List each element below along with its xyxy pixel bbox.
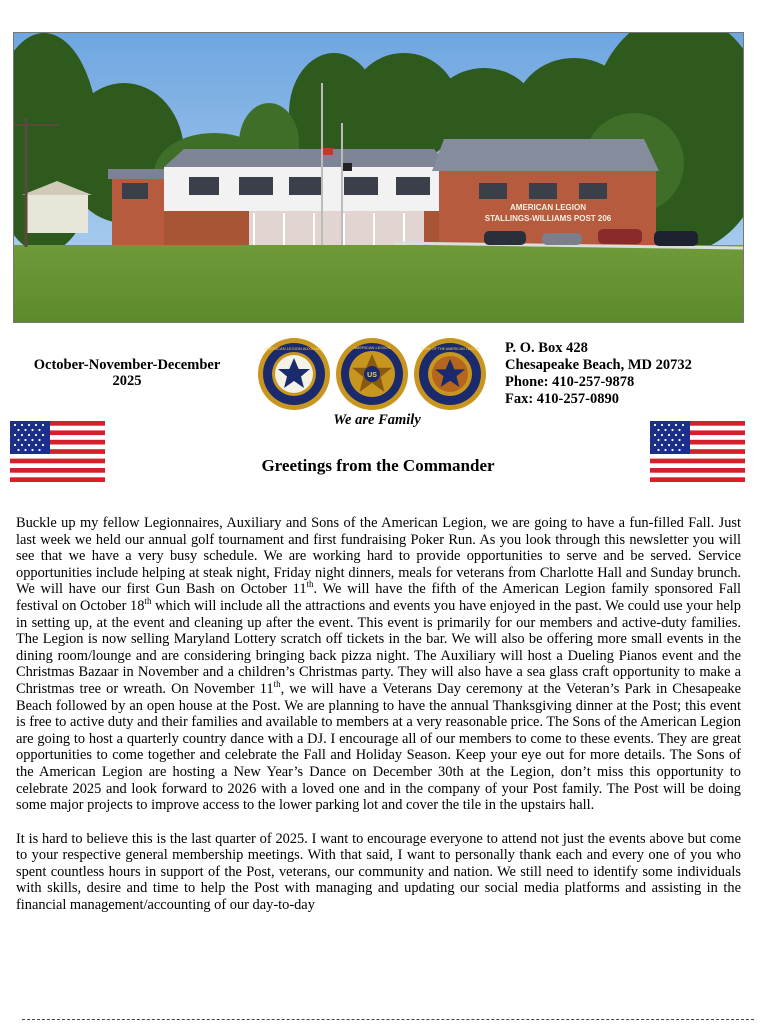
- newsletter-date: [18, 357, 236, 389]
- page-divider: [22, 1019, 754, 1020]
- letter-text: . We will have the fifth of the American Legion family sponsored Fall festival on October 18: [16, 581, 741, 614]
- commander-letter: [16, 515, 741, 931]
- ordinal-suffix: th: [306, 579, 314, 590]
- quarter-label: October-November-December: [33, 357, 221, 373]
- building-sign-line2: STALLINGS-WILLIAMS POST 206: [484, 214, 612, 223]
- city-state-zip: Chesapeake Beach, MD 20732: [505, 357, 692, 373]
- letter-text: Buckle up my fellow Legionnaires, Auxiliary and Sons of the American Legion, we are going to have a fun-filled Fall. Just last week we held our annual golf tournament and first fundraising Poker Run. As you look through this newsletter you will see that we have a very busy schedule. We are working hard to provide opportunities to serve and be served. Service opportunities include helping at steak night, Friday night dinners, meals for veterans from Charlotte Hall and Sunday brunch. We will have our first Gun Bash on October 11: [16, 515, 741, 598]
- po-box: P. O. Box 428: [505, 340, 588, 356]
- building-sign-line1: AMERICAN LEGION: [510, 203, 586, 212]
- ordinal-suffix: th: [273, 679, 281, 690]
- american-legion-emblem-center: US: [367, 372, 377, 379]
- letter-paragraph-1: [16, 515, 741, 814]
- american-legion-emblem-icon: [336, 338, 408, 410]
- commander-greeting-heading: Greetings from the Commander: [261, 456, 495, 475]
- legion-emblems: [256, 336, 488, 412]
- year-label: 2025: [112, 373, 142, 389]
- motto: We are Family: [333, 412, 421, 428]
- fax-number: Fax: 410-257-0890: [505, 391, 619, 407]
- letter-text: , we will have a Veterans Day ceremony at the Veteran’s Park in Chesapeake Beach followed by an open house at the Post. We are planning to have the annual Thanksgiving dinner at the Post; this event is free to active duty and their families and available to members at a very reasonable price. The Sons of the American Legion are going to host a quarterly country dance with a DJ. I encourage all of our members to come to these events. They are great opportunities to come together and celebrate the Fall and Holiday Season. Keep your eye out for more details. The Sons of the American Legion are hosting a New Year’s Dance on December 30th at the Legion, don’t miss this opportunity to celebrate 2025 and look forward to 2026 with a loved one and in the company of your Post family. The Post will be doing some major projects to improve access to the lower parking lot and cover the tile in the upstairs hall.: [16, 680, 742, 814]
- auxiliary-emblem-text: AMERICAN LEGION AUXILIARY: [264, 346, 324, 351]
- phone-number: Phone: 410-257-9878: [505, 374, 635, 390]
- auxiliary-emblem-icon: [258, 338, 330, 410]
- american-legion-emblem-text: AMERICAN LEGION: [353, 345, 391, 350]
- ordinal-suffix: th: [144, 596, 152, 607]
- sons-of-legion-emblem-icon: [414, 338, 486, 410]
- letter-paragraph-2: It is hard to believe this is the last quarter of 2025. I want to encourage everyone to attend not just the events above but come to your respective general membership meetings. With that said, I want to personally thank each and every one of you who spent countless hours in support of the Post, veterans, our community and nation. We still need to identify some individuals with skills, desire and time to help the Post with managing and updating our social media platforms and assisting in the financial management/accounting of our day-to-day: [16, 830, 741, 914]
- letter-text: which will include all the attractions and events you have enjoyed in the past. We could use your help in setting up, at the event and cleaning up after the event. This event is primarily for our members and active-duty families. The Legion is now selling Maryland Lottery scratch off tickets in the bar. We will also be offering more small events in the dining room/lounge and are considering bringing back pizza night. The Auxiliary will host a Dueling Pianos event and the Christmas Bazaar in November and a children’s Christmas party. They will also have a sea glass craft opportunity to make a Christmas tree or wreath. On November 11: [16, 597, 741, 697]
- post-address: [505, 340, 692, 408]
- post-building-photo: [13, 32, 744, 323]
- sons-of-legion-emblem-text: SONS OF THE AMERICAN LEGION: [420, 347, 480, 351]
